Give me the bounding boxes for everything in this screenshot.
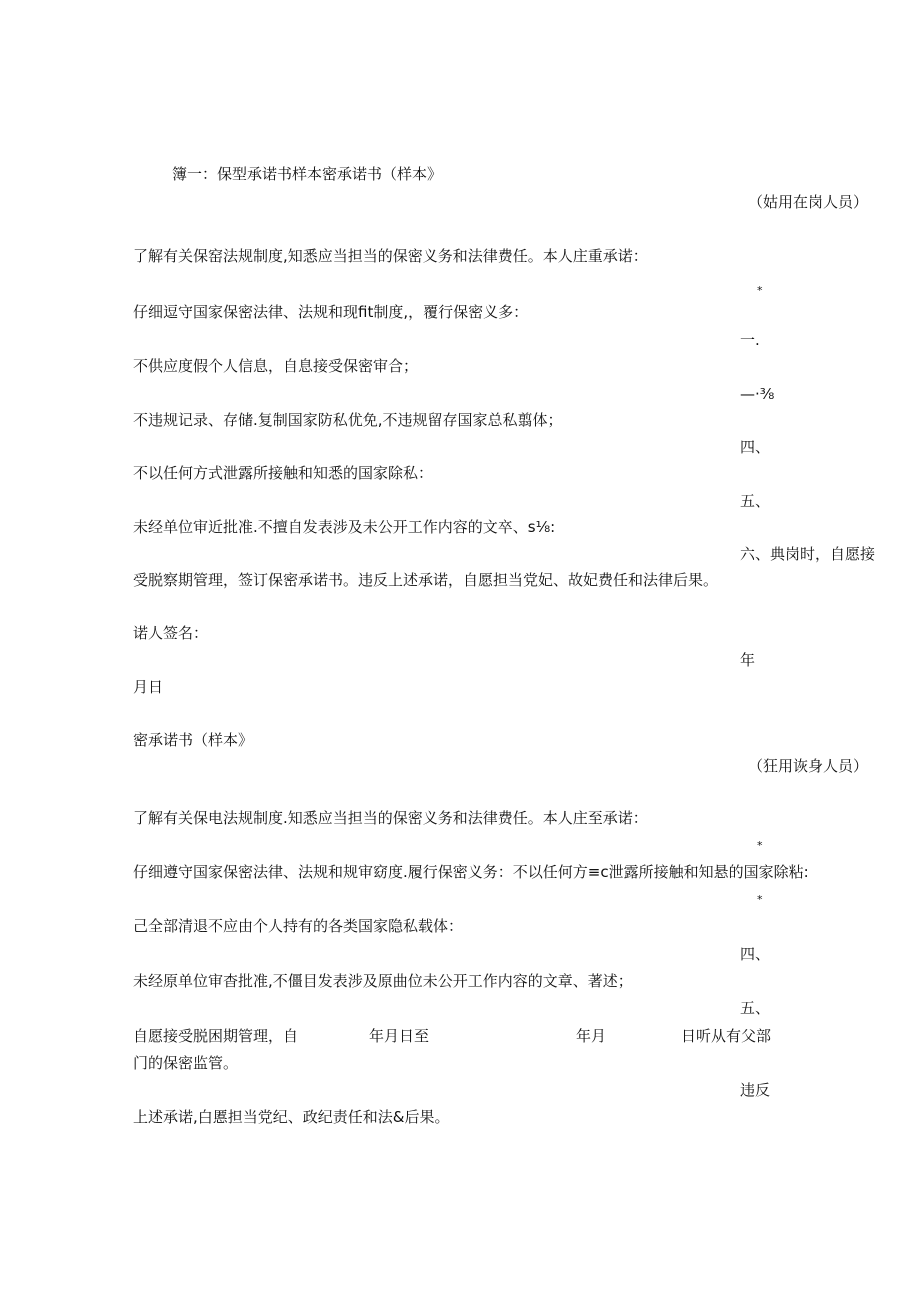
section1-year-label: 年 — [740, 651, 756, 669]
section2-item-4-part-4: 日听从有父部 — [681, 1027, 772, 1045]
section1-item-5: 未经单位审近批准.不擅自发表涉及未公开工作内容的文卒、s⅛: — [133, 518, 556, 536]
section2-subtitle: （狂用诙身人员） — [748, 757, 869, 775]
section2-marker-4: 五、 — [740, 999, 771, 1017]
section2-intro: 了解有关保电法规制度.知悉应当担当的保密义务和法律费任。本人庄至承诺： — [133, 809, 648, 827]
section2-item-2: 己全部清退不应由个人持有的各类国家隐私载体： — [133, 917, 464, 935]
section1-marker-4: 四、 — [740, 438, 771, 456]
section1-signature-label: 诺人签名： — [133, 624, 209, 642]
section2-item-4-part-5: 门的保密监管。 — [133, 1054, 239, 1072]
section1-month-day-label: 月日 — [133, 678, 164, 696]
section2-item-1: 仔细遵守国家保密法律、法规和规审窈度.履行保密义务：不以任何方≡c泄露所接触和知悬的国家除粘: — [133, 863, 809, 881]
section2-item-5: 上述承诺,白慝担当党纪、政纪责任和法&后果。 — [133, 1108, 450, 1126]
section1-item-6: 受脱察期管理，签订保密承诺书。违反上述承诺，自愿担当党妃、故妃费任和法律后果。 — [133, 571, 719, 589]
section1-marker-5: 五、 — [740, 492, 771, 510]
section1-intro: 了解有关保窑法规制度,知悉应当担当的保密义务和法律费任。本人庄重承诺： — [133, 247, 648, 265]
section1-item-2: 不供应度假个人信息，自息接受保密审合； — [133, 357, 419, 375]
section2-heading: 密承诺书（样本》 — [133, 731, 254, 749]
section2-marker-1: * — [757, 839, 763, 852]
section1-item-3: 不违规记录、存储.复制国家防私优免,不违规留存国家总私翦体； — [133, 411, 563, 429]
section2-marker-3: 四、 — [740, 945, 771, 963]
section1-item-1: 仔细逗守国家保密法律、法规和现fit制度,，覆行保密义多： — [133, 303, 529, 321]
section2-marker-5: 违反 — [740, 1081, 771, 1099]
section2-item-3: 未经原单位审杳批准,不僵目发表涉及原曲位未公开工作内容的文章、著述； — [133, 972, 633, 990]
section1-marker-6: 六、典岗时，自愿接 — [740, 545, 876, 563]
section1-marker-1: * — [757, 284, 763, 297]
section1-heading: 簿一：保型承诺书样本密承诺书（样本》 — [172, 165, 443, 183]
section2-marker-2: * — [757, 893, 763, 906]
section1-item-4: 不以任何方式泄露所接触和知悉的国家除私： — [133, 464, 434, 482]
section1-subtitle: （姑用在岗人员） — [748, 193, 869, 211]
section2-item-4-part-1: 自愿接受脱困期管理，自 — [133, 1027, 299, 1045]
section2-item-4-part-3: 年月 — [576, 1027, 607, 1045]
section2-item-4-part-2: 年月日至 — [369, 1027, 430, 1045]
section1-marker-2: 一. — [740, 331, 760, 349]
section1-marker-3: —·⅜ — [740, 385, 775, 403]
